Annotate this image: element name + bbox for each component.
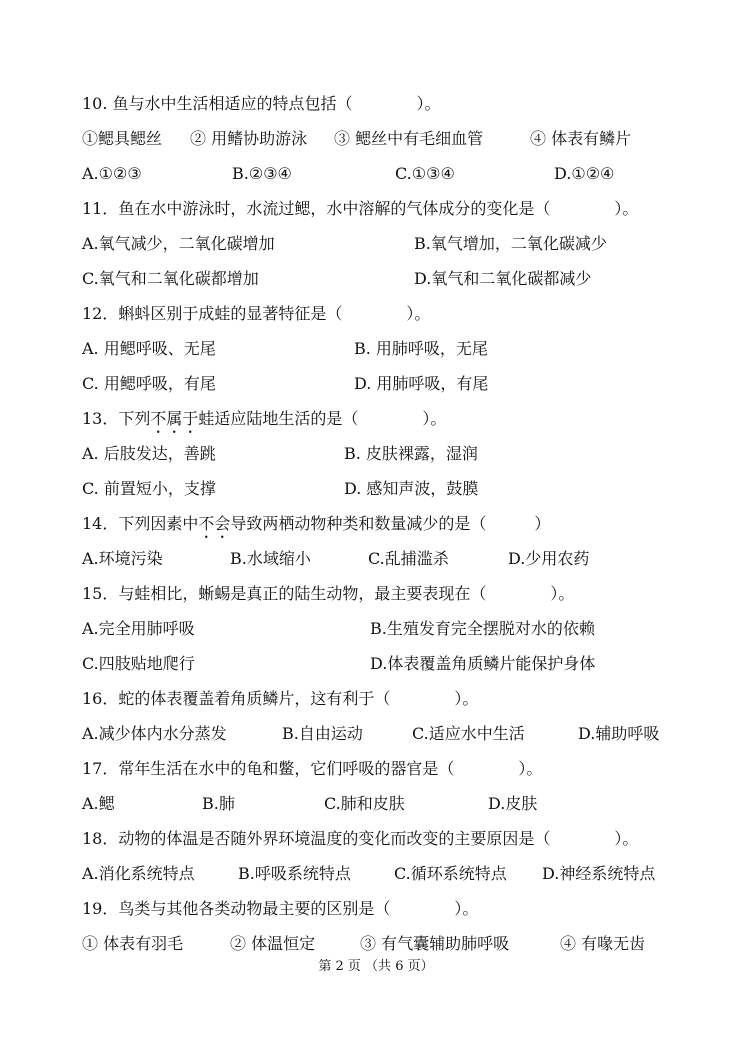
option-c: C.①③④ xyxy=(395,164,455,183)
option-d: D.氧气和二氧化碳都减少 xyxy=(414,269,592,288)
question-10-stem: 10. 鱼与水中生活相适应的特点包括（ ）。 xyxy=(82,94,441,113)
question-16-stem: 16．蛇的体表覆盖着角质鳞片，这有利于（ ）。 xyxy=(82,689,479,708)
option-b: B. 用肺呼吸，无尾 xyxy=(354,339,488,358)
statement: ④ 体表有鳞片 xyxy=(530,129,632,148)
option-d: D.辅助呼吸 xyxy=(578,724,660,743)
question-17-stem: 17．常年生活在水中的龟和鳖，它们呼吸的器官是（ ）。 xyxy=(82,759,543,778)
question-14-stem: 14．下列因素中不会导致两栖动物种类和数量减少的是（ ） xyxy=(82,514,551,533)
option-d: D.神经系统特点 xyxy=(542,864,656,883)
option-c: C.四肢贴地爬行 xyxy=(82,654,195,673)
option-c: C.氧气和二氧化碳都增加 xyxy=(82,269,259,288)
option-a: A.鳃 xyxy=(82,794,115,813)
option-d: D.皮肤 xyxy=(488,794,538,813)
option-a: A.减少体内水分蒸发 xyxy=(82,724,227,743)
option-d: D.少用农药 xyxy=(508,549,590,568)
option-a: A.氧气减少，二氧化碳增加 xyxy=(82,234,275,253)
option-a: A. 后肢发达，善跳 xyxy=(82,444,216,463)
option-b: B.呼吸系统特点 xyxy=(238,864,351,883)
statement: ③ 有气囊辅助肺呼吸 xyxy=(360,934,510,953)
option-a: A. 用鳃呼吸、无尾 xyxy=(82,339,216,358)
option-a: A.环境污染 xyxy=(82,549,163,568)
question-13-stem: 13．下列不属于蛙适应陆地生活的是（ ）。 xyxy=(82,409,447,428)
option-b: B. 皮肤裸露，湿润 xyxy=(344,444,478,463)
option-d: D.体表覆盖角质鳞片能保护身体 xyxy=(370,654,596,673)
option-c: C.肺和皮肤 xyxy=(324,794,405,813)
statement: ① 体表有羽毛 xyxy=(82,934,184,953)
option-c: C.适应水中生活 xyxy=(412,724,525,743)
statement: ② 用鳍协助游泳 xyxy=(190,129,308,148)
option-d: D. 感知声波，鼓膜 xyxy=(344,479,479,498)
option-a: A.①②③ xyxy=(82,164,142,183)
option-b: B.生殖发育完全摆脱对水的依赖 xyxy=(370,619,595,638)
option-b: B.自由运动 xyxy=(282,724,363,743)
option-c: C.循环系统特点 xyxy=(394,864,507,883)
option-a: A.消化系统特点 xyxy=(82,864,195,883)
question-18-stem: 18．动物的体温是否随外界环境温度的变化而改变的主要原因是（ ）。 xyxy=(82,829,639,848)
page-number-footer: 第 2 页 （共 6 页） xyxy=(318,959,434,974)
option-a: A.完全用肺呼吸 xyxy=(82,619,195,638)
option-c: C. 前置短小，支撑 xyxy=(82,479,216,498)
question-15-stem: 15．与蛙相比，蜥蜴是真正的陆生动物，最主要表现在（ ）。 xyxy=(82,584,575,603)
emphasis-negation: 不会 xyxy=(198,514,231,533)
emphasis-negation: 不属于 xyxy=(150,409,199,428)
option-d: D.①②④ xyxy=(554,164,615,183)
question-11-stem: 11．鱼在水中游泳时，水流过鳃，水中溶解的气体成分的变化是（ ）。 xyxy=(82,199,639,218)
statement: ② 体温恒定 xyxy=(230,934,316,953)
option-b: B.②③④ xyxy=(232,164,292,183)
question-19-stem: 19．鸟类与其他各类动物最主要的区别是（ ）。 xyxy=(82,899,479,918)
option-b: B.氧气增加，二氧化碳减少 xyxy=(414,234,607,253)
statement: ③ 鳃丝中有毛细血管 xyxy=(334,129,484,148)
option-b: B.水域缩小 xyxy=(230,549,311,568)
option-b: B.肺 xyxy=(202,794,235,813)
option-c: C. 用鳃呼吸，有尾 xyxy=(82,374,216,393)
option-c: C.乱捕滥杀 xyxy=(368,549,449,568)
statement: ④ 有喙无齿 xyxy=(560,934,646,953)
question-12-stem: 12．蝌蚪区别于成蛙的显著特征是（ ）。 xyxy=(82,304,431,323)
option-d: D. 用肺呼吸，有尾 xyxy=(354,374,489,393)
statement: ①鳃具鳃丝 xyxy=(82,129,163,148)
